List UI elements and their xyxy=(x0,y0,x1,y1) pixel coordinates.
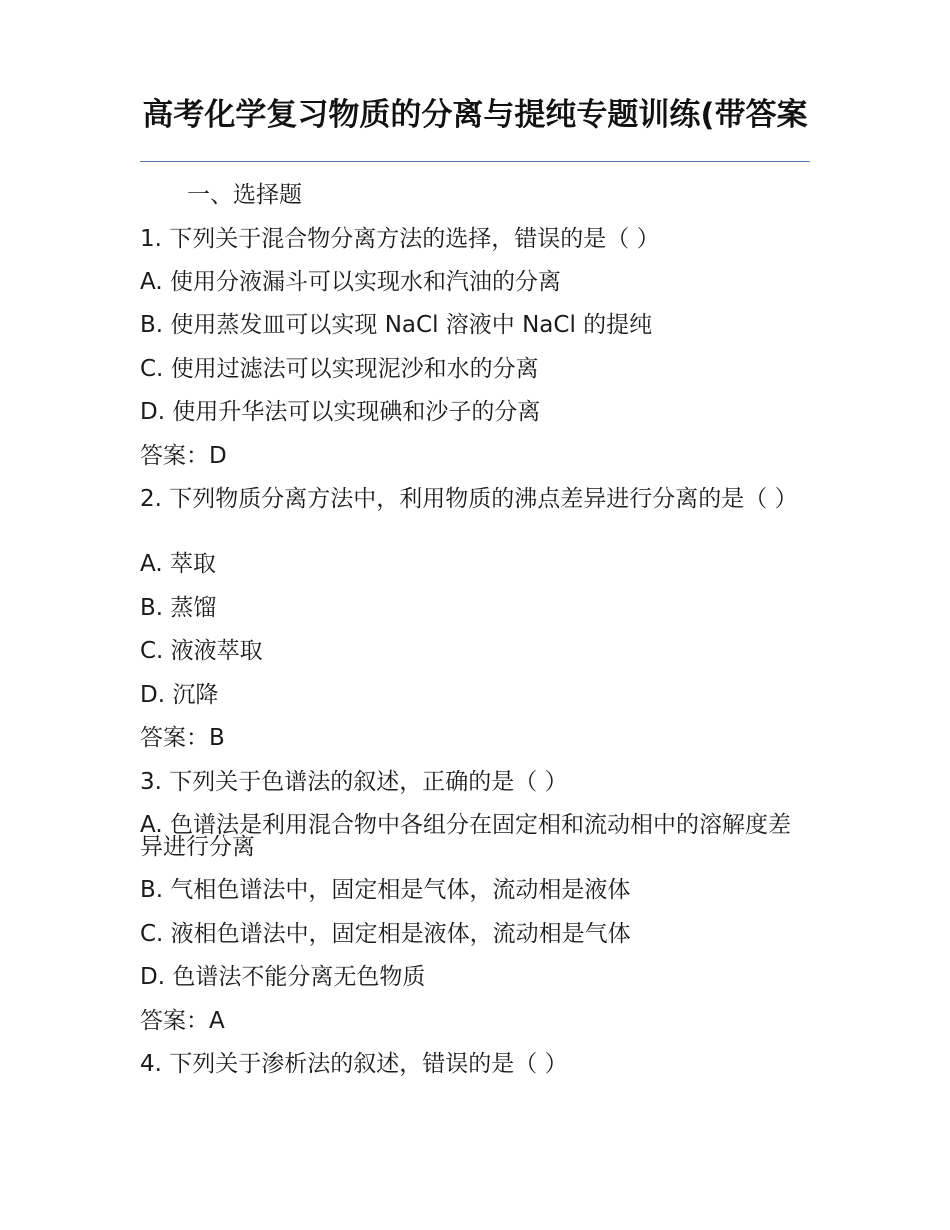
question-3-option-b: B. 气相色谱法中，固定相是气体，流动相是液体 xyxy=(140,877,631,903)
question-1-option-b: B. 使用蒸发皿可以实现 NaCl 溶液中 NaCl 的提纯 xyxy=(140,312,653,338)
question-2: 2. 下列物质分离方法中，利用物质的沸点差异进行分离的是（ ） xyxy=(140,486,798,512)
question-2-option-c: C. 液液萃取 xyxy=(140,638,263,664)
question-1-option-a: A. 使用分液漏斗可以实现水和汽油的分离 xyxy=(140,269,561,295)
question-3-option-a: A. 色谱法是利用混合物中各组分在固定相和流动相中的溶解度差异进行分离 xyxy=(140,812,791,860)
question-2-option-a: A. 萃取 xyxy=(140,551,216,577)
question-3-option-d: D. 色谱法不能分离无色物质 xyxy=(140,964,426,990)
question-3-answer: 答案：A xyxy=(140,1008,225,1034)
title-divider xyxy=(140,161,810,162)
page-title: 高考化学复习物质的分离与提纯专题训练(带答案 xyxy=(142,97,808,133)
question-3: 3. 下列关于色谱法的叙述，正确的是（ ） xyxy=(140,769,568,795)
section-heading: 一、选择题 xyxy=(187,182,302,208)
question-2-option-d: D. 沉降 xyxy=(140,682,219,708)
question-4: 4. 下列关于渗析法的叙述，错误的是（ ） xyxy=(140,1051,568,1077)
question-1-option-c: C. 使用过滤法可以实现泥沙和水的分离 xyxy=(140,356,539,382)
question-1-option-d: D. 使用升华法可以实现碘和沙子的分离 xyxy=(140,399,541,425)
question-3-option-c: C. 液相色谱法中，固定相是液体，流动相是气体 xyxy=(140,921,631,947)
question-1-answer: 答案：D xyxy=(140,443,227,469)
question-2-answer: 答案：B xyxy=(140,725,225,751)
question-1: 1. 下列关于混合物分离方法的选择，错误的是（ ） xyxy=(140,226,660,252)
question-2-option-b: B. 蒸馏 xyxy=(140,595,217,621)
